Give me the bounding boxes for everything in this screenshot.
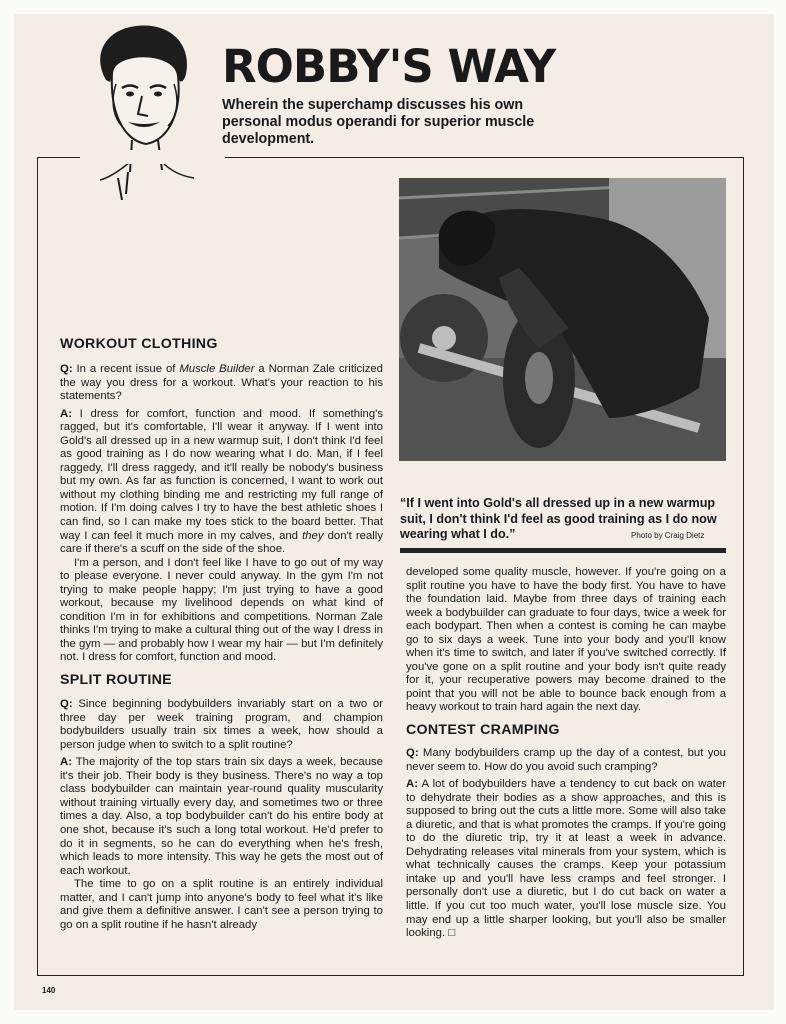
split-paragraph-3: developed some quality muscle, however. If you're going on a split routine you have to have the body first. You have to have the foundation laid. Maybe from three days of training each week a bodybuilder can graduate to four days, twice a week for each bodypart. Then when a contest is coming he can maybe go to six days a week. Tune into your body and you'll know when it's time to switch, and later if you've switched correctly. If you've gone on a split routine and your body isn't quite ready for it, your recuperative powers may become drained to the point that you will not be able to bounce back enough from a heavy workout to train hard again the next day. xyxy=(406,566,726,714)
bodybuilder-rowing-photo xyxy=(399,178,726,461)
column-rule xyxy=(400,548,726,553)
q-text: Many bodybuilders cramp up the day of a contest, but you never seem to. How do you avoid such cramping? xyxy=(406,747,726,773)
q-text: Since beginning bodybuilders invariably start on a two or three day per week training program, and champion bodybuilders usually train six times a week, how should a person judge when to switch to a split routine? xyxy=(60,698,383,751)
q-text-pre: In a recent issue of xyxy=(72,363,180,375)
section-heading-workout-clothing: WORKOUT CLOTHING xyxy=(60,336,218,352)
article-title: ROBBY'S WAY xyxy=(222,40,556,93)
split-answer xyxy=(60,756,383,878)
contest-answer xyxy=(406,778,726,941)
a-text-pre: I dress for comfort, function and mood. If something's ragged, but it's comfortable, I'll wear it anyway. If I went into Gold's all dressed up in a new warmup suit, I don't think I'd feel as good training as I do now wearing what I do. Man, if I feel raggedy, I'll dress raggedy, and it'll really be nobody's business but my own. As far as function is concerned, I want to work out without my clothing binding me and restricting my full range of motion. If I'm doing calves I try to have the best athletic shoes I can find, so I can make my toes stick to the board better. That way I can feel it much more in my calves, and xyxy=(60,407,383,542)
q-label: Q: xyxy=(60,698,73,711)
q-label: Q: xyxy=(406,747,419,760)
photo-caption: “If I went into Gold's all dressed up in a new warmup suit, I don't think I'd feel as good training as I do now wearing what I do.” xyxy=(400,496,717,541)
section-heading-contest-cramping: CONTEST CRAMPING xyxy=(406,722,560,739)
page-number: 140 xyxy=(42,986,56,995)
section-heading-split-routine: SPLIT ROUTINE xyxy=(60,672,172,689)
photo-credit: Photo by Craig Dietz xyxy=(631,531,705,540)
right-column xyxy=(406,566,726,941)
q-text-post: a Norman Zale criticized the way you dress for a workout. What's your reaction to his statements? xyxy=(60,363,383,403)
contest-question xyxy=(406,747,726,774)
article-subtitle: Wherein the superchamp discusses his own personal modus operandi for superior muscle development. xyxy=(222,97,535,147)
left-column xyxy=(60,336,383,932)
frame-gap xyxy=(80,150,225,164)
a-text-italic: they xyxy=(302,529,324,542)
workout-answer xyxy=(60,408,383,557)
split-question xyxy=(60,698,383,752)
workout-paragraph-2: I'm a person, and I don't feel like I have to go out of my way to please everyone. I never could anyway. In the gym I'm not trying to make people happy; I'm just trying to have a good workout, because my livelihood depends on what kind of condition I'm in for exhibitions and competitions. Norman Zale thinks I'm trying to make a cultural thing out of the way I dress in the gym — and probably how I wear my hair — but I'm definitely not. I dress for comfort, function and mood. xyxy=(60,556,383,664)
magazine-name: Muscle Builder xyxy=(179,363,255,375)
a-label: A: xyxy=(406,778,418,791)
a-text-post: don't really care if there's a scuff on the side of the shoe. xyxy=(60,529,383,556)
a-label: A: xyxy=(60,756,72,769)
a-text: A lot of bodybuilders have a tendency to cut back on water to dehydrate their bodies as a show approaches, and this is supposed to bring out the cuts a little more. Some will also take a diuretic, and that is what promotes the cramps. If you're going to do the diuretic trip, try it at least a week in advance. Dehydrating releases vital minerals from your system, which is what technically causes the cramps. Keep your potassium intake up and you'll have less cramps and feel stronger. I personally don't use a diuretic, but I do cut back on water a little. If you cut too much water, you'll lose muscle size. You may end up a little sharper looking, but you'll also be smaller looking. xyxy=(406,778,726,940)
end-mark: □ xyxy=(448,927,456,940)
q-label: Q: xyxy=(60,363,73,375)
a-text: The majority of the top stars train six days a week, because it's their job. Their body is they business. There's no way a top class bodybuilder can maintain year-round quality muscularity without training virtually every day, and sometimes two or three times a day. Also, a top bodybuilder can't do his entire body at one shot, because it's such a long total workout. He'd prefer to do it in segments, so he can do everything when he's fresh, which leads to more intensity. This way he gets the most out of each workout. xyxy=(60,756,383,877)
a-label: A: xyxy=(60,407,72,420)
workout-question xyxy=(60,363,383,404)
split-paragraph-2: The time to go on a split routine is an entirely individual matter, and I can't jump into anyone's body to feel what it's like and give them a definitive answer. I can't see a person trying to go on a split routine if he hasn't already xyxy=(60,878,383,931)
